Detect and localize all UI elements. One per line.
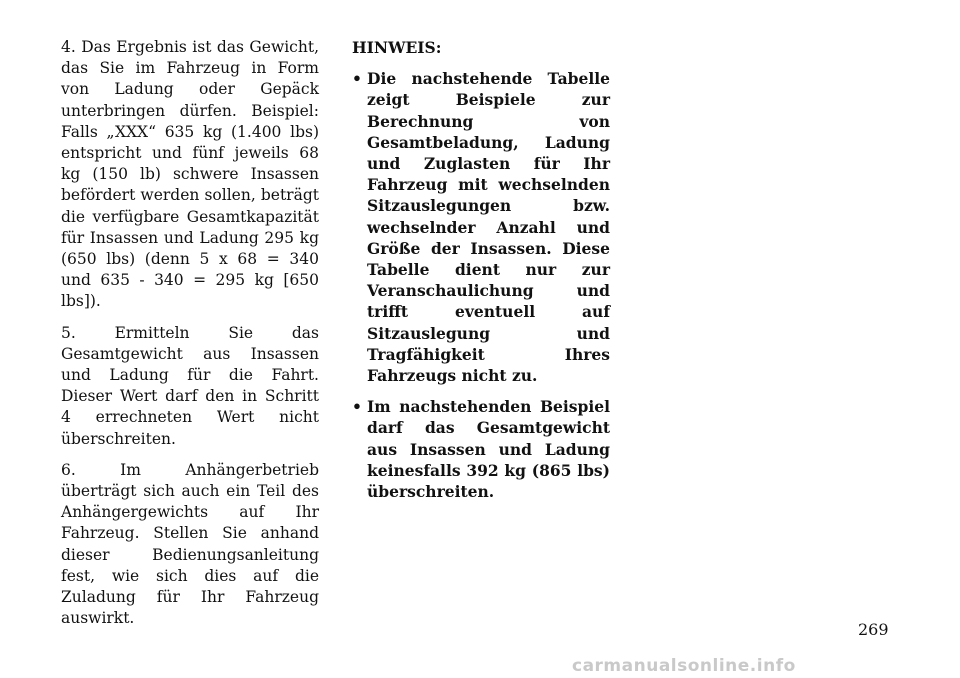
right-column xyxy=(352,37,610,512)
page-number: 269 xyxy=(858,620,889,639)
left-column xyxy=(61,37,319,639)
paragraph-step-6: 6. Im Anhängerbetrieb überträgt sich auch ein Teil des Anhängergewichts auf Ihr Fahrzeug. Stellen Sie anhand dieser Bedienungsanleitung fest, wie sich dies auf die Zuladung für Ihr Fahrzeug auswirkt. xyxy=(61,460,319,628)
paragraph-step-4: 4. Das Ergebnis ist das Gewicht, das Sie im Fahrzeug in Form von Ladung oder Gepäck unterbringen dürfen. Beispiel: Falls „XXX“ 635 kg (1.400 lbs) entspricht und fünf jeweils 68 kg (150 lb) schwere Insassen befördert werden sollen, beträgt die verfügbare Gesamtkapazität für Insassen und Ladung 295 kg (650 lbs) (denn 5 x 68 = 340 und 635 - 340 = 295 kg [650 lbs]). xyxy=(61,38,319,311)
paragraph-step-5: 5. Ermitteln Sie das Gesamtgewicht aus Insassen und Ladung für die Fahrt. Dieser Wert darf den in Schritt 4 errechneten Wert nicht überschreiten. xyxy=(61,323,319,448)
bullet-icon: • xyxy=(352,397,362,417)
note-heading: HINWEIS: xyxy=(352,38,442,57)
bullet-icon: • xyxy=(352,69,362,89)
list-item xyxy=(352,396,610,502)
list-item xyxy=(352,68,610,386)
note-text: Die nachstehende Tabelle zeigt Beispiele zur Berechnung von Gesamtbeladung, Ladung und Zuglasten für Ihr Fahrzeug mit wechselnden Sitzauslegungen bzw. wechselnder Anzahl und Größe der Insassen. Diese Tabelle dient nur zur Veranschaulichung und trifft eventuell auf Sitzauslegung und Tragfähigkeit Ihres Fahrzeugs nicht zu. xyxy=(367,69,610,386)
note-list xyxy=(352,68,610,502)
watermark: carmanualsonline.info xyxy=(572,656,796,676)
note-text: Im nachstehenden Beispiel darf das Gesamtgewicht aus Insassen und Ladung keinesfalls 392 kg (865 lbs) überschreiten. xyxy=(367,397,610,502)
